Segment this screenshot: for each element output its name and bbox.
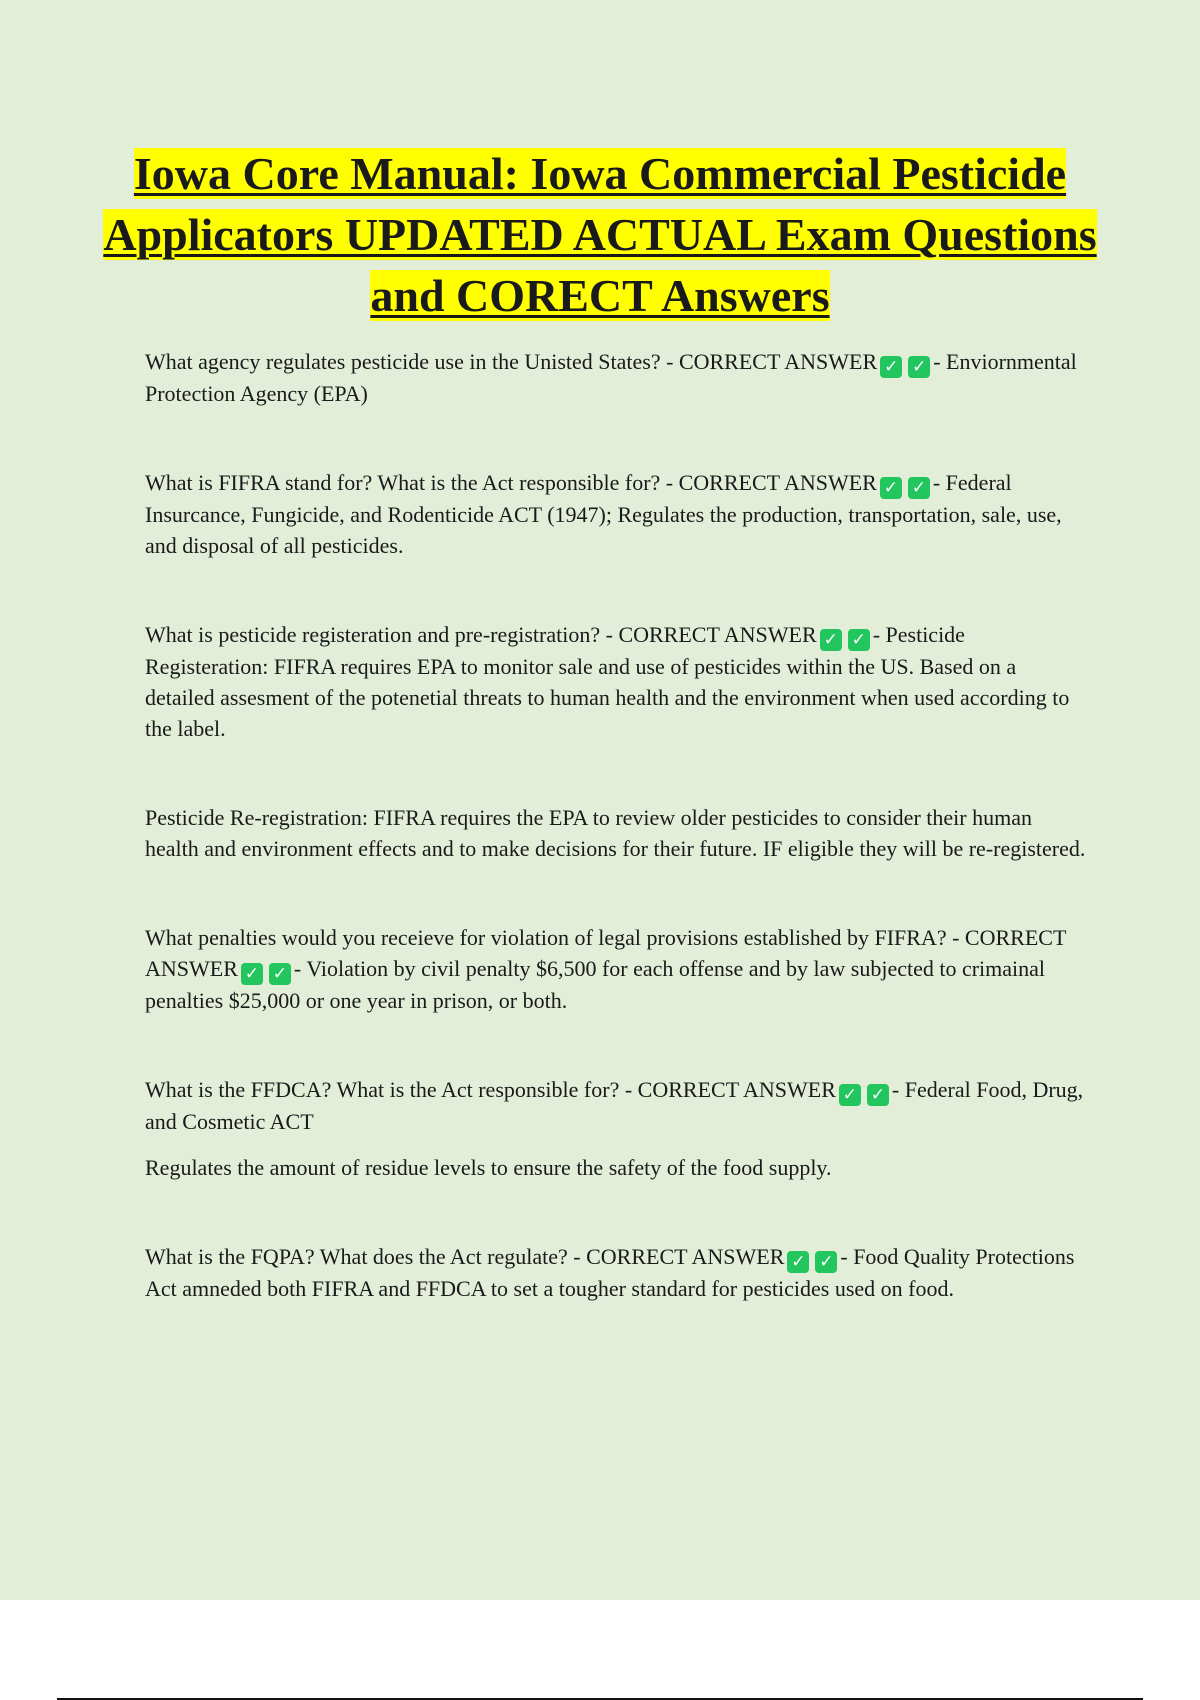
answer-marker: CORRECT ANSWER <box>145 925 1066 981</box>
question-4: What penalties would you receieve for violation of legal provisions established by FIFRA? - <box>145 925 960 950</box>
check-icon: ✓ <box>241 963 263 985</box>
question-1: What agency regulates pesticide use in the Unisted States? - <box>145 349 674 374</box>
check-icon: ✓ <box>880 477 902 499</box>
answer-marker: CORRECT ANSWER <box>618 622 817 647</box>
qa-item-5 <box>145 1074 1090 1137</box>
answer-4: - Violation by civil penalty $6,500 for each offense and by law subjected to crimainal penalties $25,000 or one year in prison, or both. <box>145 956 1046 1013</box>
answer-6: - Food Quality Protections Act amneded both FIFRA and FFDCA to set a tougher standard for pesticides used on food. <box>145 1244 1075 1301</box>
check-icon: ✓ <box>908 477 930 499</box>
answer-5: - Federal Food, Drug, and Cosmetic ACT <box>145 1077 1084 1134</box>
check-icon: ✓ <box>867 1084 889 1106</box>
qa-item-1 <box>145 346 1090 409</box>
answer-3: - Pesticide Registeration: FIFRA requires EPA to monitor sale and use of pesticides within the US. Based on a detailed assesment of the potenetial threats to human health and the environment when used according to the label. <box>145 622 1070 741</box>
qa-item-6 <box>145 1241 1090 1304</box>
question-5: What is the FFDCA? What is the Act responsible for? - <box>145 1077 633 1102</box>
qa-item-3 <box>145 619 1090 744</box>
answer-marker: CORRECT ANSWER <box>678 349 878 374</box>
qa-item-2 <box>145 467 1090 561</box>
answer-1: - Enviornmental Protection Agency (EPA) <box>145 349 1077 406</box>
answer-marker: CORRECT ANSWER <box>678 470 877 495</box>
check-icon: ✓ <box>839 1084 861 1106</box>
title-highlight: Iowa Core Manual: Iowa Commercial Pesticide Applicators UPDATED ACTUAL Exam Questions and CORECT Answers <box>103 148 1097 321</box>
check-icon: ✓ <box>820 629 842 651</box>
question-6: What is the FQPA? What does the Act regulate? - <box>145 1244 581 1269</box>
question-2: What is FIFRA stand for? What is the Act responsible for? - <box>145 470 674 495</box>
check-icon: ✓ <box>908 356 930 378</box>
question-3: What is pesticide registeration and pre-registration? - <box>145 622 613 647</box>
check-icon: ✓ <box>787 1251 809 1273</box>
qa-item-4 <box>145 922 1090 1016</box>
answer-marker: CORRECT ANSWER <box>637 1077 836 1102</box>
check-icon: ✓ <box>815 1251 837 1273</box>
qa-body <box>145 346 1090 1304</box>
answer-2: - Federal Insurcance, Fungicide, and Rodenticide ACT (1947); Regulates the production, transportation, sale, use, and disposal of all pesticides. <box>145 470 1062 558</box>
check-icon: ✓ <box>269 963 291 985</box>
check-icon: ✓ <box>848 629 870 651</box>
document-title <box>100 143 1100 326</box>
check-icon: ✓ <box>880 356 902 378</box>
answer-marker: CORRECT ANSWER <box>586 1244 785 1269</box>
reregistration-paragraph: Pesticide Re-registration: FIFRA requires the EPA to review older pesticides to consider their human health and environment effects and to make decisions for their future. IF eligible they will be re-registered. <box>145 805 1086 861</box>
qa-item-5-extra: Regulates the amount of residue levels to ensure the safety of the food supply. <box>145 1155 832 1180</box>
